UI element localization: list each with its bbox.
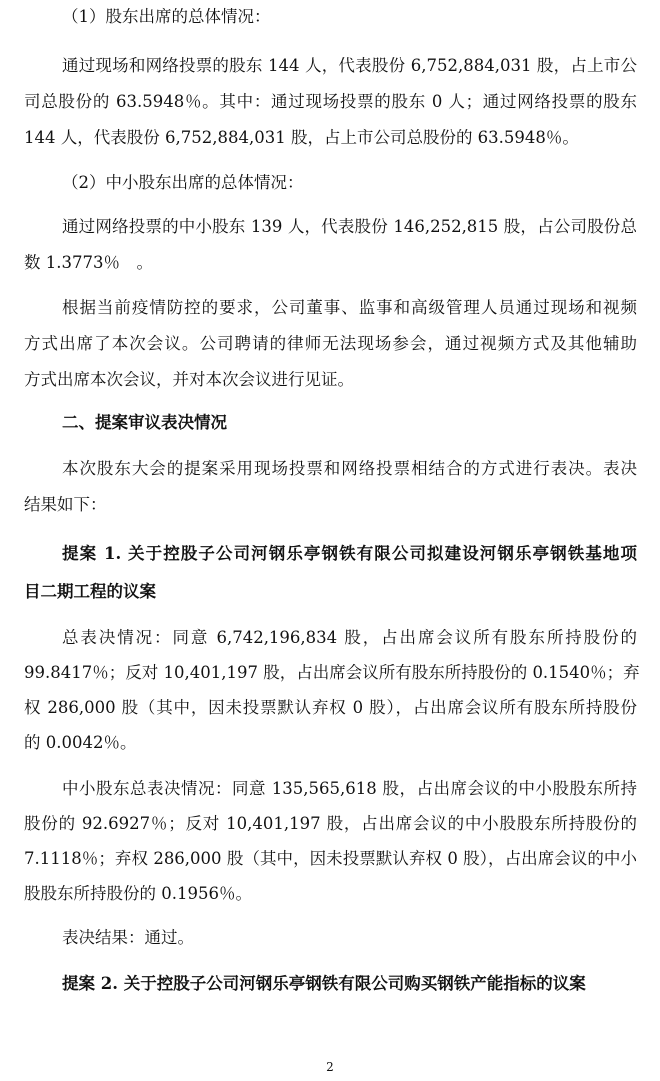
text-line: 7.1118％；弃权 286,000 股（其中，因未投票默认弃权 0 股），占出席会议的中小 — [24, 849, 637, 868]
text-line: 权 286,000 股（其中，因未投票默认弃权 0 股），占出席会议所有股东所持股份 — [24, 698, 637, 717]
text-line: 司总股份的 63.5948％。其中：通过现场投票的股东 0 人；通过网络投票的股东 — [24, 92, 637, 111]
text-line: 99.8417％；反对 10,401,197 股，占出席会议所有股东所持股份的 0.1540％；弃 — [24, 663, 640, 682]
text-line: 根据当前疫情防控的要求，公司董事、监事和高级管理人员通过现场和视频 — [62, 298, 637, 317]
text-line: 提案 2. 关于控股子公司河钢乐亭钢铁有限公司购买钢铁产能指标的议案 — [62, 974, 586, 993]
text-line: 通过网络投票的中小股东 139 人，代表股份 146,252,815 股，占公司股份总 — [62, 217, 637, 236]
text-line: 的 0.0042％。 — [24, 733, 137, 752]
text-line: 目二期工程的议案 — [24, 582, 156, 601]
text-line: 提案 1. 关于控股子公司河钢乐亭钢铁有限公司拟建设河钢乐亭钢铁基地项 — [62, 544, 637, 563]
text-line: 本次股东大会的提案采用现场投票和网络投票相结合的方式进行表决。表决 — [62, 459, 637, 478]
text-line: （1）股东出席的总体情况： — [62, 7, 271, 26]
text-line: （2）中小股东出席的总体情况： — [62, 173, 304, 192]
text-line: 方式出席本次会议，并对本次会议进行见证。 — [24, 370, 354, 389]
text-line: 数 1.3773％ 。 — [24, 253, 153, 272]
text-line: 通过现场和网络投票的股东 144 人，代表股份 6,752,884,031 股，占上市公 — [62, 56, 637, 75]
text-line: 股股东所持股份的 0.1956％。 — [24, 884, 252, 903]
text-line: 144 人，代表股份 6,752,884,031 股，占上市公司总股份的 63.5948％。 — [24, 128, 579, 147]
text-line: 中小股东总表决情况：同意 135,565,618 股，占出席会议的中小股股东所持 — [62, 779, 637, 798]
text-line: 总表决情况：同意 6,742,196,834 股，占出席会议所有股东所持股份的 — [62, 628, 637, 647]
text-line: 表决结果：通过。 — [62, 928, 194, 947]
text-line: 股份的 92.6927％；反对 10,401,197 股，占出席会议的中小股股东所持股份的 — [24, 814, 637, 833]
text-line: 方式出席了本次会议。公司聘请的律师无法现场参会，通过视频方式及其他辅助 — [24, 334, 637, 353]
page-number: 2 — [326, 1060, 334, 1074]
text-line: 二、提案审议表决情况 — [62, 413, 227, 432]
text-line: 结果如下： — [24, 495, 107, 514]
